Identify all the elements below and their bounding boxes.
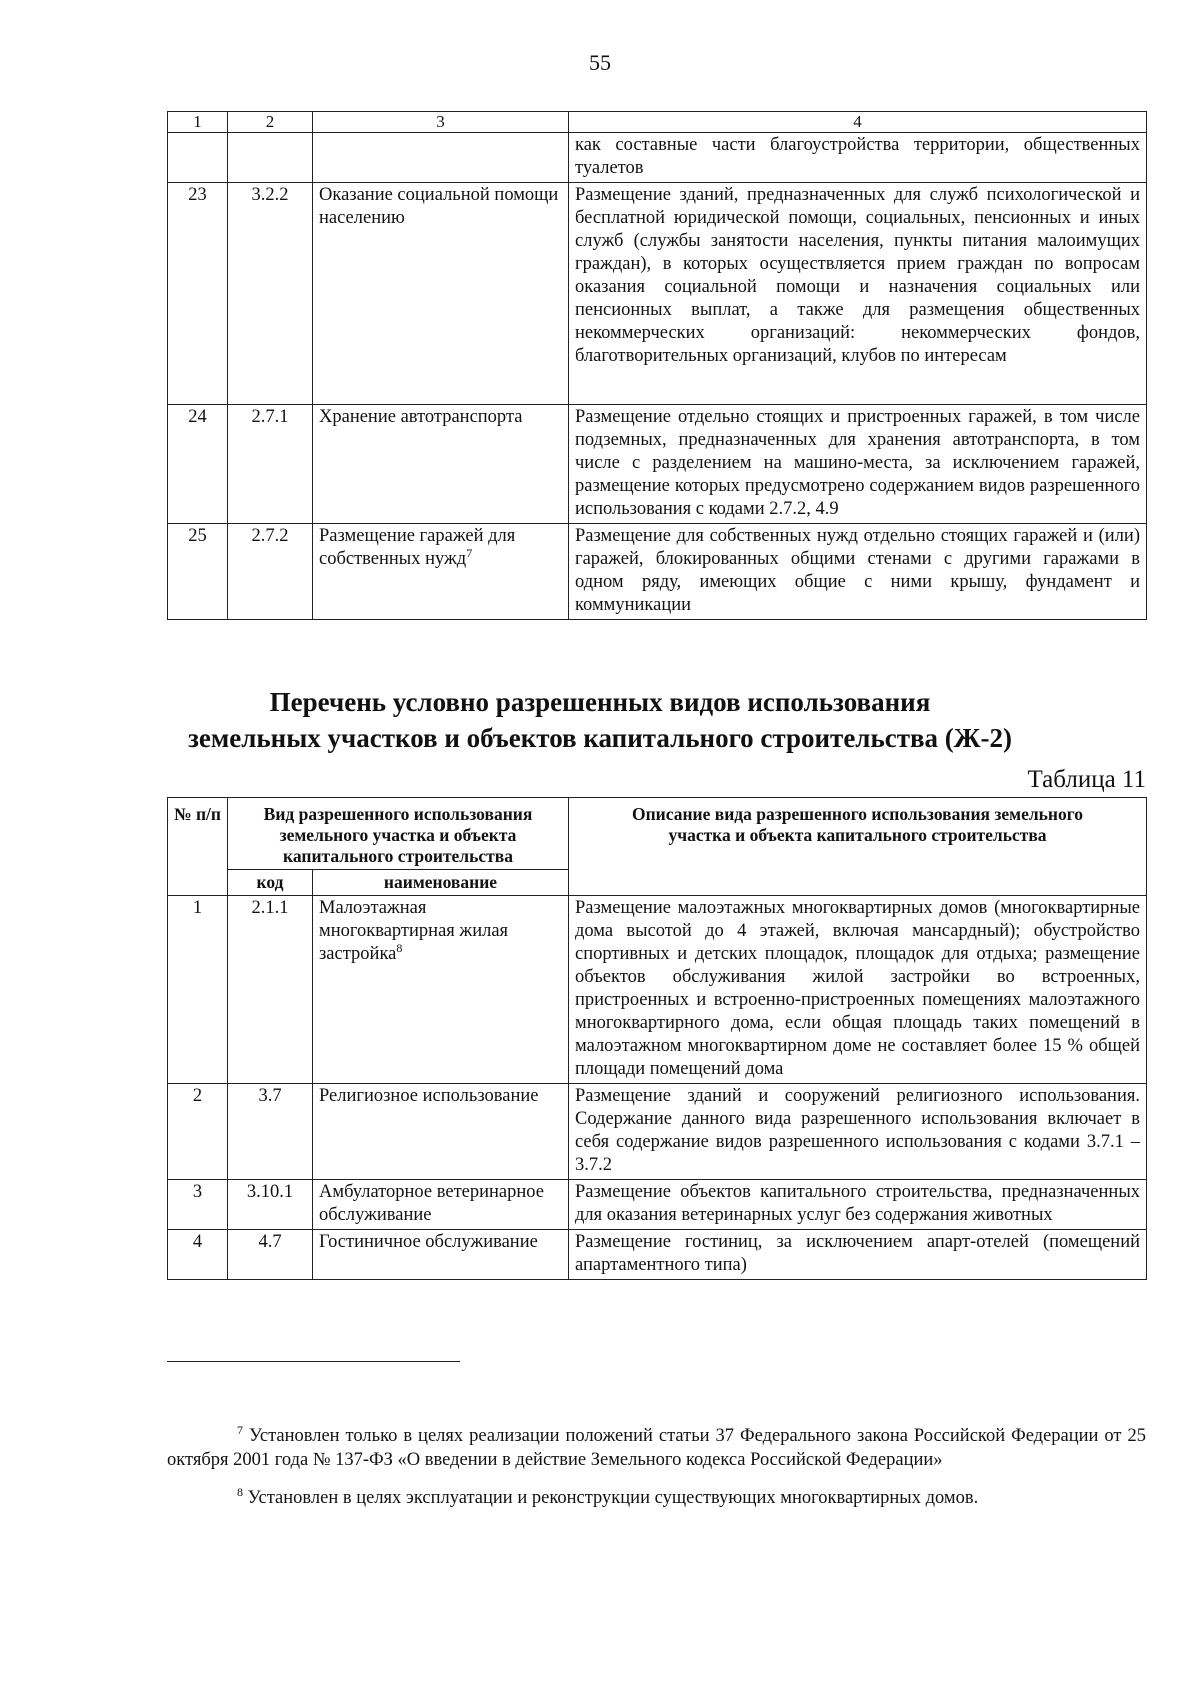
table-row [168, 524, 1147, 620]
footnote-mark: 8 [237, 1484, 243, 1499]
section-heading-line-1: Перечень условно разрешенных видов использования [269, 687, 931, 717]
row-number: 4 [168, 1230, 228, 1280]
table-caption: Таблица 11 [1027, 766, 1146, 793]
use-code: 2.1.1 [228, 896, 313, 1084]
column-number-row [168, 112, 1147, 133]
conditionally-permitted-uses-table [167, 797, 1147, 1280]
use-description: Размещение отдельно стоящих и пристроенных гаражей, в том числе подземных, предназначенных для хранения автотранспорта, в том числе с разделением на машино-места, за исключением гаражей, размещение которых предусмотрено содержанием видов разрешенного использования с кодами 2.7.2, 4.9 [569, 405, 1147, 524]
row-number: 2 [168, 1084, 228, 1180]
use-description: Размещение объектов капитального строительства, предназначенных для оказания ветеринарных услуг без содержания животных [569, 1180, 1147, 1230]
column-number-2: 2 [228, 112, 313, 133]
footnote-text: Установлен только в целях реализации положений статьи 37 Федерального закона Российской Федерации от 25 октября 2001 года № 137-ФЗ «О введении в действие Земельного кодекса Российской Федерации» [167, 1426, 1146, 1470]
table-row [168, 183, 1147, 405]
table-row [168, 1230, 1147, 1280]
table-header-row [168, 798, 1147, 870]
table-row [168, 405, 1147, 524]
use-code: 3.10.1 [228, 1180, 313, 1230]
use-code: 4.7 [228, 1230, 313, 1280]
footnote-mark: 7 [237, 1422, 243, 1437]
use-name [313, 896, 569, 1084]
footnote-divider [167, 1361, 460, 1362]
use-name: Религиозное использование [313, 1084, 569, 1180]
table-row [168, 133, 1147, 183]
use-name: Амбулаторное ветеринарное обслуживание [313, 1180, 569, 1230]
header-name: наименование [313, 870, 569, 896]
column-number-4: 4 [569, 112, 1147, 133]
row-number: 24 [168, 405, 228, 524]
use-name-text: Размещение гаражей для собственных нужд [319, 526, 516, 569]
header-number: № п/п [168, 798, 228, 896]
use-code: 2.7.2 [228, 524, 313, 620]
use-description: Размещение для собственных нужд отдельно стоящих гаражей и (или) гаражей, блокированных общими стенами с другими гаражами в одном ряду, имеющих общие с ними крышу, фундамент и коммуникации [569, 524, 1147, 620]
section-heading-line-2: земельных участков и объектов капитального строительства (Ж-2) [188, 723, 1012, 753]
footnote-7 [167, 1424, 1146, 1472]
row-number: 1 [168, 896, 228, 1084]
use-description: Размещение зданий, предназначенных для служб психологической и бесплатной юридической помощи, социальных, пенсионных и иных служб (службы занятости населения, пункты питания малоимущих граждан), в которых осуществляется прием граждан по вопросам оказания социальной помощи и назначения социальных или пенсионных выплат, а также для размещения общественных некоммерческих организаций: некоммерческих фондов, благотворительных организаций, клубов по интересам [569, 183, 1147, 405]
use-description: Размещение малоэтажных многоквартирных домов (многоквартирные дома высотой до 4 этажей, включая мансардный); обустройство спортивных и детских площадок, площадок для отдыха; размещение объектов обслуживания жилой застройки во встроенных, пристроенных и встроенно-пристроенных помещениях малоэтажного многоквартирного дома, если общая площадь таких помещений в малоэтажном многоквартирном доме не составляет более 15 % общей площади помещений дома [569, 896, 1147, 1084]
header-code: код [228, 870, 313, 896]
use-name: Хранение автотранспорта [313, 405, 569, 524]
row-number: 25 [168, 524, 228, 620]
column-number-1: 1 [168, 112, 228, 133]
use-name-text: Малоэтажная многоквартирная жилая застройка [319, 898, 509, 964]
header-description: Описание вида разрешенного использования земельного участка и объекта капитального строительства [569, 798, 1147, 896]
row-number: 3 [168, 1180, 228, 1230]
footnotes [167, 1424, 1146, 1524]
section-heading [0, 684, 1200, 756]
footnote-text: Установлен в целях эксплуатации и реконструкции существующих многоквартирных домов. [247, 1488, 979, 1508]
page-number: 55 [589, 50, 611, 75]
header-use-kind: Вид разрешенного использования земельного участка и объекта капитального строительства [228, 798, 569, 870]
footnote-mark: 7 [466, 545, 473, 560]
use-name: Гостиничное обслуживание [313, 1230, 569, 1280]
row-number: 23 [168, 183, 228, 405]
table-row [168, 1084, 1147, 1180]
use-description: Размещение зданий и сооружений религиозного использования. Содержание данного вида разрешенного использования включает в себя содержание видов разрешенного использования с кодами 3.7.1 – 3.7.2 [569, 1084, 1147, 1180]
footnote-8 [167, 1486, 1146, 1510]
continuation-text: как составные части благоустройства территории, общественных туалетов [569, 133, 1147, 183]
continued-permitted-uses-table [167, 111, 1147, 620]
use-code: 3.2.2 [228, 183, 313, 405]
table-row [168, 1180, 1147, 1230]
footnote-mark: 8 [396, 940, 403, 955]
use-code: 3.7 [228, 1084, 313, 1180]
column-number-3: 3 [313, 112, 569, 133]
table-row [168, 896, 1147, 1084]
use-description: Размещение гостиниц, за исключением апарт-отелей (помещений апартаментного типа) [569, 1230, 1147, 1280]
use-name: Оказание социальной помощи населению [313, 183, 569, 405]
use-code: 2.7.1 [228, 405, 313, 524]
use-name [313, 524, 569, 620]
